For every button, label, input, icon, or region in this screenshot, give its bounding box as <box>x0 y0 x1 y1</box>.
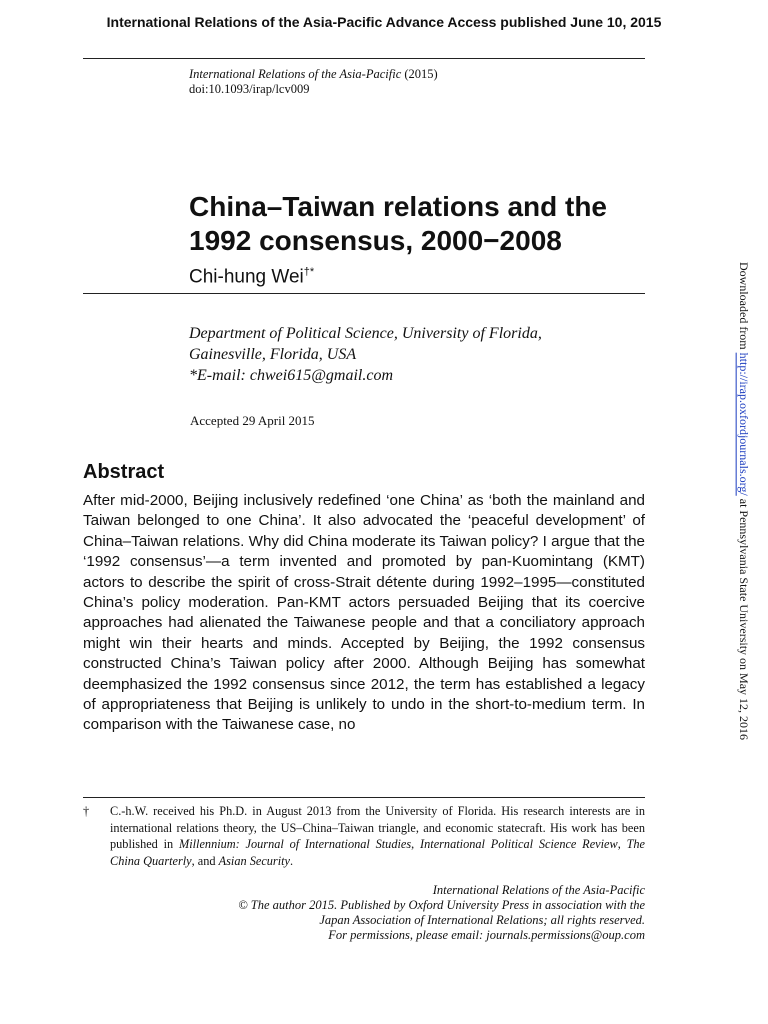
download-suffix: at Pennsylvania State University on May 12, 2016 <box>737 495 751 741</box>
footnote-end: . <box>290 853 294 868</box>
title-line-1: China–Taiwan relations and the <box>189 191 608 222</box>
abstract-heading: Abstract <box>83 461 165 483</box>
footnote-journal-4: Asian Security <box>218 853 290 868</box>
copyright-journal: International Relations of the Asia-Pacific <box>432 883 645 897</box>
affiliation-line-1: Department of Political Science, University of Florida, <box>189 325 542 342</box>
author-name: Chi-hung Wei <box>189 266 304 288</box>
title-rule <box>83 293 645 294</box>
footnote-sep-3: , and <box>191 853 219 868</box>
footnote-journal-2: International Political Science Review <box>420 837 618 851</box>
copyright-line-3: Japan Association of International Relations; all rights reserved. <box>319 913 645 927</box>
top-rule <box>83 58 645 59</box>
author-email: *E-mail: chwei615@gmail.com <box>189 367 394 384</box>
footnote-sep-2: , <box>617 837 627 851</box>
journal-name: International Relations of the Asia-Pacific <box>189 67 402 81</box>
copyright-block <box>125 883 645 943</box>
journal-link[interactable]: http://irap.oxfordjournals.org/ <box>737 352 751 496</box>
affiliation <box>189 323 542 386</box>
download-prefix: Downloaded from <box>737 262 751 353</box>
author-footnote <box>83 803 645 869</box>
footnote-journal-1: Millennium: Journal of International Studies <box>178 837 412 851</box>
abstract-text: After mid-2000, Beijing inclusively redefined ‘one China’ as ‘both the mainland and Taiwan belonged to one China’. It also advocated the ‘peaceful development’ of China–Taiwan relations. Why did China moderate its Taiwan policy? I argue that the ‘1992 consensus’—a term invented and promoted by pan-Kuomintang (KMT) actors to describe the spirit of cross-Strait détente during 1992–1995—constituted China’s policy moderation. Pan-KMT actors persuaded Beijing that its coercive approaches had alienated the Taiwanese people and that a conciliatory approach might win their hearts and minds. Accepted by Beijing, the 1992 consensus constructed China’s Taiwan policy after 2000. Although Beijing has somewhat deemphasized the 1992 consensus since 2012, the term has established a legacy of appropriateness that Beijing is unlikely to undo in the short-to-medium term. In comparison with the Taiwanese case, no <box>83 492 645 734</box>
footnote-rule <box>83 797 645 798</box>
article-title <box>189 190 659 258</box>
author-marks: †* <box>303 266 315 278</box>
accepted-date: Accepted 29 April 2015 <box>190 413 315 428</box>
copyright-line-2: © The author 2015. Published by Oxford University Press in association with the <box>238 898 645 912</box>
footnote-body: C.-h.W. received his Ph.D. in August 2013 from the University of Florida. His research interests are in international relations theory, the US–China–Taiwan triangle, and economic statecraft. His work has been published in <box>110 804 645 851</box>
copyright-permissions: For permissions, please email: journals.permissions@oup.com <box>328 928 645 942</box>
footnote-sep-1: , <box>411 837 421 851</box>
doi: doi:10.1093/irap/lcv009 <box>189 82 310 96</box>
author <box>189 266 314 288</box>
journal-citation <box>189 67 438 97</box>
title-line-2: 1992 consensus, 2000−2008 <box>189 225 562 256</box>
download-notice <box>736 262 751 740</box>
journal-year: (2015) <box>404 67 438 81</box>
footnote-journal-3: The China Quarterly <box>110 837 646 868</box>
affiliation-line-2: Gainesville, Florida, USA <box>189 346 357 363</box>
footnote-text <box>110 803 645 869</box>
advance-access-banner: International Relations of the Asia-Pacific Advance Access published June 10, 2015 <box>106 14 662 30</box>
footnote-mark: † <box>83 804 90 818</box>
